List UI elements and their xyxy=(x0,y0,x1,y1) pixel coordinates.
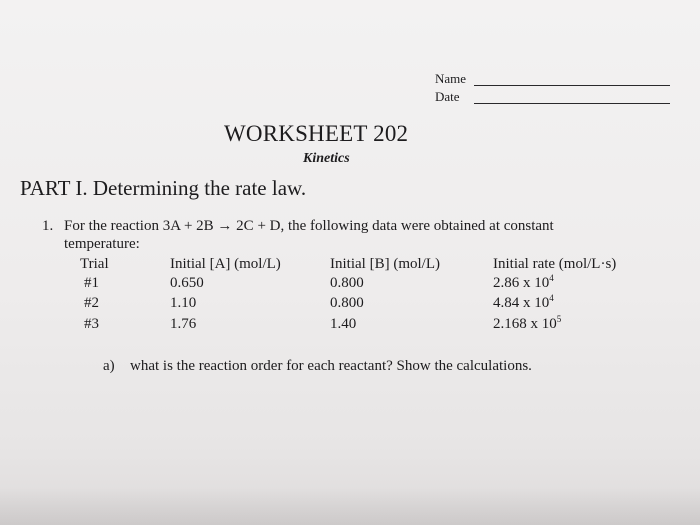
name-line xyxy=(474,85,670,86)
question-number: 1. xyxy=(42,218,54,234)
date-line xyxy=(474,103,670,104)
rate-base: 4.84 x 10 xyxy=(493,295,550,311)
rate-base: 2.168 x 10 xyxy=(493,316,557,332)
table-cell-rate xyxy=(493,275,554,292)
sub-question-label: a) xyxy=(103,358,115,374)
sub-question-text: what is the reaction order for each reactant? Show the calculations. xyxy=(130,358,532,374)
part-heading: PART I. Determining the rate law. xyxy=(20,176,307,200)
rate-base: 2.86 x 10 xyxy=(493,275,550,291)
table-header-a: Initial [A] (mol/L) xyxy=(170,256,281,272)
table-cell-a: 0.650 xyxy=(170,275,204,291)
date-label: Date xyxy=(435,89,460,104)
rate-exponent: 4 xyxy=(549,273,554,283)
table-cell-rate xyxy=(493,295,554,312)
table-cell-rate xyxy=(493,316,561,333)
table-cell-a: 1.10 xyxy=(170,295,197,311)
table-header-b: Initial [B] (mol/L) xyxy=(330,256,440,272)
table-header-trial: Trial xyxy=(80,256,109,272)
rate-exponent: 4 xyxy=(549,293,554,303)
table-cell-trial: #2 xyxy=(84,295,99,311)
question-text-line2: temperature: xyxy=(64,236,140,252)
table-header-rate: Initial rate (mol/L·s) xyxy=(493,256,617,272)
name-label: Name xyxy=(435,71,467,86)
table-cell-trial: #1 xyxy=(84,275,99,291)
table-cell-a: 1.76 xyxy=(170,316,197,332)
question-text-line1: For the reaction 3A + 2B → 2C + D, the following data were obtained at constant xyxy=(64,218,554,234)
rate-exponent: 5 xyxy=(556,314,562,324)
worksheet-subtitle: Kinetics xyxy=(303,151,350,166)
table-cell-b: 0.800 xyxy=(330,295,364,311)
page-shadow xyxy=(0,487,700,525)
table-cell-b: 0.800 xyxy=(330,275,364,291)
table-cell-b: 1.40 xyxy=(330,316,357,332)
table-cell-trial: #3 xyxy=(84,316,99,332)
worksheet-title: WORKSHEET 202 xyxy=(224,121,409,146)
